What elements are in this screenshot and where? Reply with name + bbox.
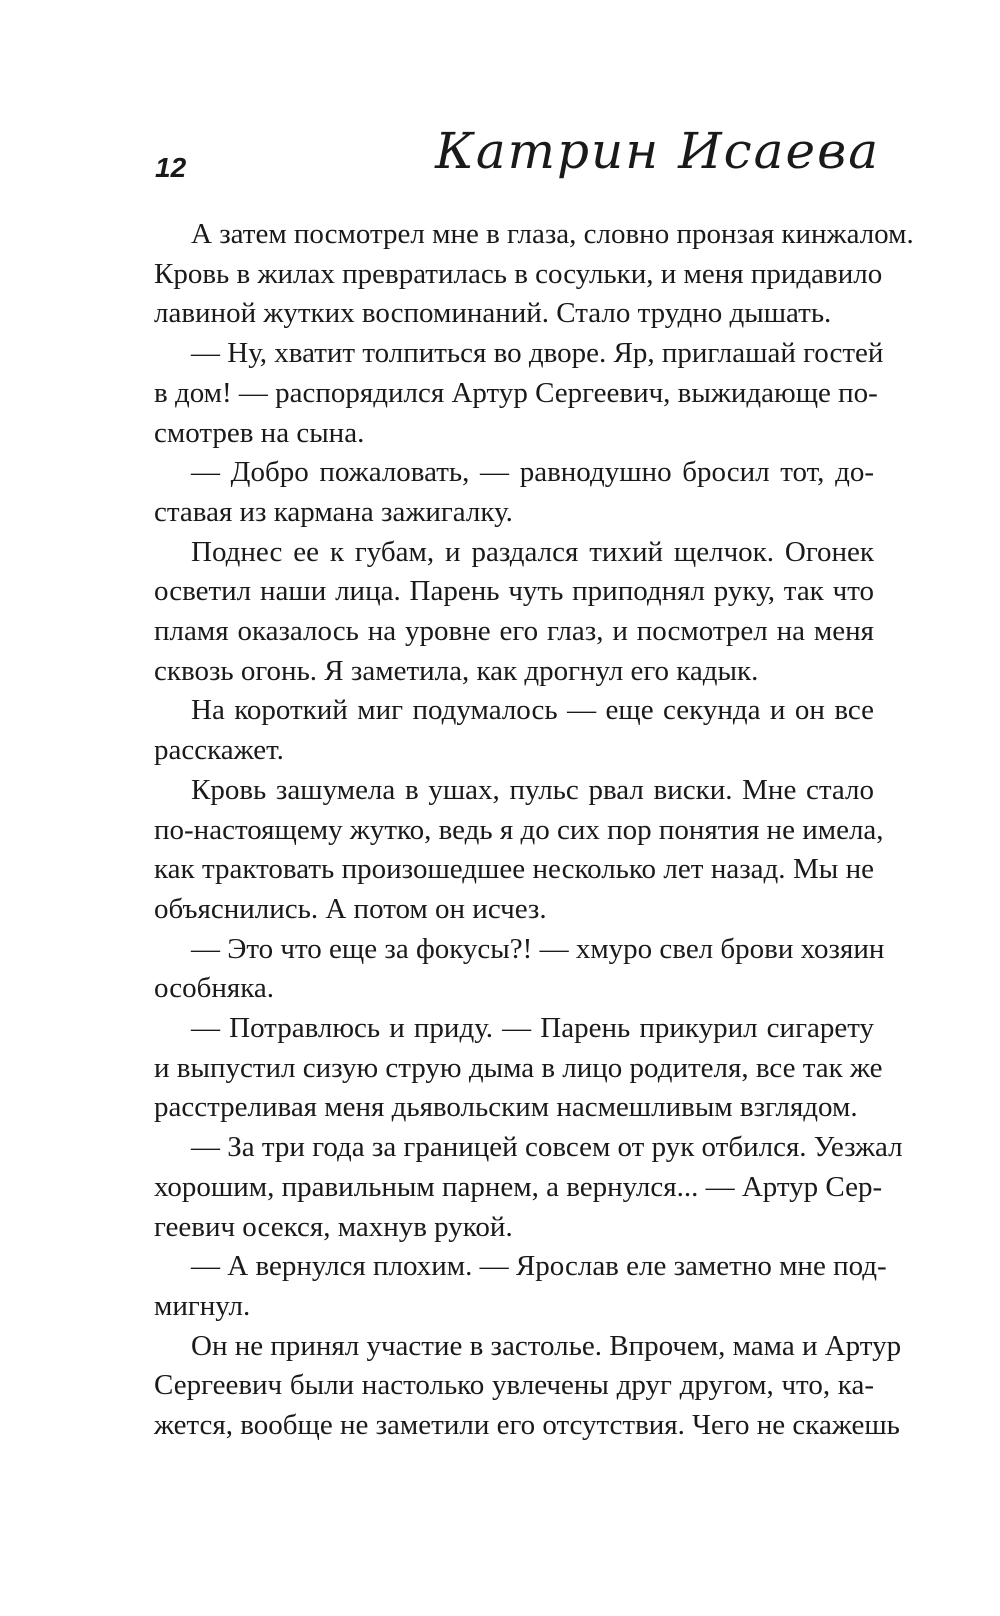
text-line: в дом! — распорядился Артур Сергеевич, выжидающе по-	[154, 376, 878, 409]
text-line: Он не принял участие в застолье. Впрочем, мама и Артур	[191, 1329, 902, 1362]
text-line: особняка.	[154, 972, 274, 1005]
text-line: — За три года за границей совсем от рук отбился. Уезжал	[191, 1131, 903, 1164]
text-line: — Ну, хватит толпиться во дворе. Яр, приглашай гостей	[191, 337, 884, 370]
text-line: лавиной жутких воспоминаний. Стало трудно дышать.	[154, 297, 832, 330]
page-number: 12	[155, 152, 187, 183]
text-line: объяснились. А потом он исчез.	[154, 892, 547, 925]
text-line: мигнул.	[154, 1289, 251, 1322]
text-line: Поднес ее к губам, и раздался тихий щелчок. Огонек	[191, 535, 874, 568]
text-line: На короткий миг подумалось — еще секунда и он все	[191, 694, 874, 727]
text-line: хорошим, правильным парнем, а вернулся... — Артур Сер-	[154, 1170, 883, 1203]
text-line: расскажет.	[154, 734, 284, 767]
text-line: — Потравлюсь и приду. — Парень прикурил сигарету	[191, 1012, 874, 1045]
text-line: расстреливая меня дьявольским насмешливым взглядом.	[154, 1091, 858, 1124]
text-line: пламя оказалось на уровне его глаз, и посмотрел на меня	[154, 615, 874, 648]
text-line: Кровь в жилах превратилась в сосульки, и меня придавило	[154, 257, 883, 290]
text-line: по-настоящему жутко, ведь я до сих пор понятия не имела,	[154, 813, 884, 846]
text-line: геевич осекся, махнув рукой.	[154, 1210, 513, 1243]
text-line: А затем посмотрел мне в глаза, словно пронзая кинжалом.	[191, 218, 914, 250]
text-line: Кровь зашумела в ушах, пульс рвал виски. Мне стало	[191, 773, 874, 806]
text-line: — А вернулся плохим. — Ярослав еле заметно мне под-	[191, 1250, 887, 1283]
author-running-head: Катрин Исаева	[435, 122, 880, 180]
body-text	[154, 215, 914, 1446]
text-line: смотрев на сына.	[154, 416, 365, 449]
text-line: сквозь огонь. Я заметила, как дрогнул его кадык.	[154, 654, 759, 687]
text-line: жется, вообще не заметили его отсутствия. Чего не скажешь	[154, 1409, 900, 1442]
text-line: осветил наши лица. Парень чуть приподнял руку, так что	[154, 575, 874, 608]
text-line: и выпустил сизую струю дыма в лицо родителя, все так же	[154, 1051, 883, 1084]
text-line: ставая из кармана зажигалку.	[154, 495, 513, 528]
text-line: — Это что еще за фокусы?! — хмуро свел брови хозяин	[191, 932, 885, 965]
text-line: Сергеевич были настолько увлечены друг другом, что, ка-	[154, 1369, 874, 1402]
text-line: как трактовать произошедшее несколько лет назад. Мы не	[154, 853, 874, 886]
text-line: — Добро пожаловать, — равнодушно бросил тот, до-	[191, 456, 874, 489]
